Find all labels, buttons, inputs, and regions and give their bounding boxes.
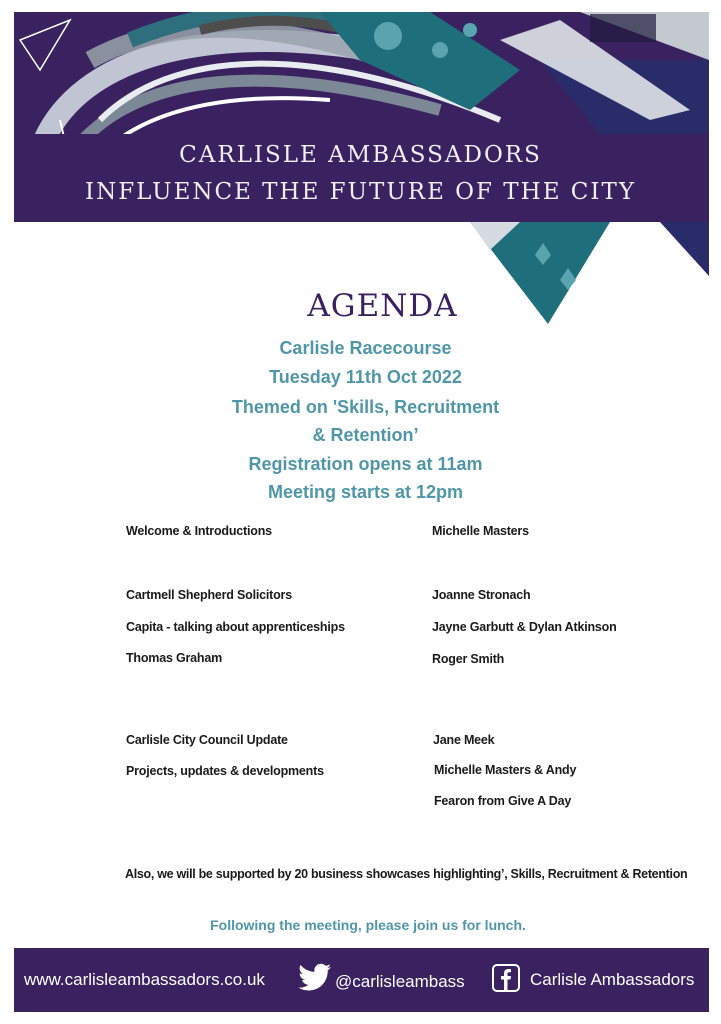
agenda-speaker: Michelle Masters & Andy xyxy=(434,763,577,777)
agenda-item: Thomas Graham xyxy=(126,651,223,665)
event-theme-line-1: Themed on 'Skills, Recruitment xyxy=(231,397,500,417)
twitter-handle[interactable]: @carlisleambass xyxy=(335,972,465,991)
agenda-speaker: Jayne Garbutt & Dylan Atkinson xyxy=(432,620,617,634)
website-link[interactable]: www.carlisleambassadors.co.uk xyxy=(24,970,265,989)
twitter-icon[interactable] xyxy=(298,963,332,993)
event-venue: Carlisle Racecourse xyxy=(279,338,452,358)
agenda-speaker: Jane Meek xyxy=(433,733,495,747)
agenda-speaker: Roger Smith xyxy=(432,652,505,666)
event-date: Tuesday 11th Oct 2022 xyxy=(269,367,462,387)
facebook-icon[interactable] xyxy=(492,964,520,992)
lunch-note: Following the meeting, please join us for lunch. xyxy=(210,917,526,933)
agenda-title: AGENDA xyxy=(307,288,458,324)
agenda-item: Carlisle City Council Update xyxy=(126,733,288,747)
agenda-speaker: Fearon from Give A Day xyxy=(434,794,572,808)
event-meeting-start: Meeting starts at 12pm xyxy=(267,482,464,502)
header-title-line-2: INFLUENCE THE FUTURE OF THE CITY xyxy=(85,179,636,205)
agenda-item: Projects, updates & developments xyxy=(126,764,324,778)
event-theme-line-2: & Retention’ xyxy=(312,425,419,445)
event-registration: Registration opens at 11am xyxy=(248,454,483,474)
agenda-item: Cartmell Shepherd Solicitors xyxy=(126,588,292,602)
agenda-item: Capita - talking about apprenticeships xyxy=(126,620,345,634)
agenda-item: Welcome & Introductions xyxy=(126,524,272,538)
agenda-speaker: Joanne Stronach xyxy=(432,588,531,602)
header-title-line-1: CARLISLE AMBASSADORS xyxy=(179,142,542,168)
footer-bar xyxy=(14,948,709,1012)
facebook-page-name[interactable]: Carlisle Ambassadors xyxy=(530,970,695,989)
agenda-speaker: Michelle Masters xyxy=(432,524,529,538)
showcase-note: Also, we will be supported by 20 business showcases highlighting’, Skills, Recruitment & Retention xyxy=(125,867,688,881)
